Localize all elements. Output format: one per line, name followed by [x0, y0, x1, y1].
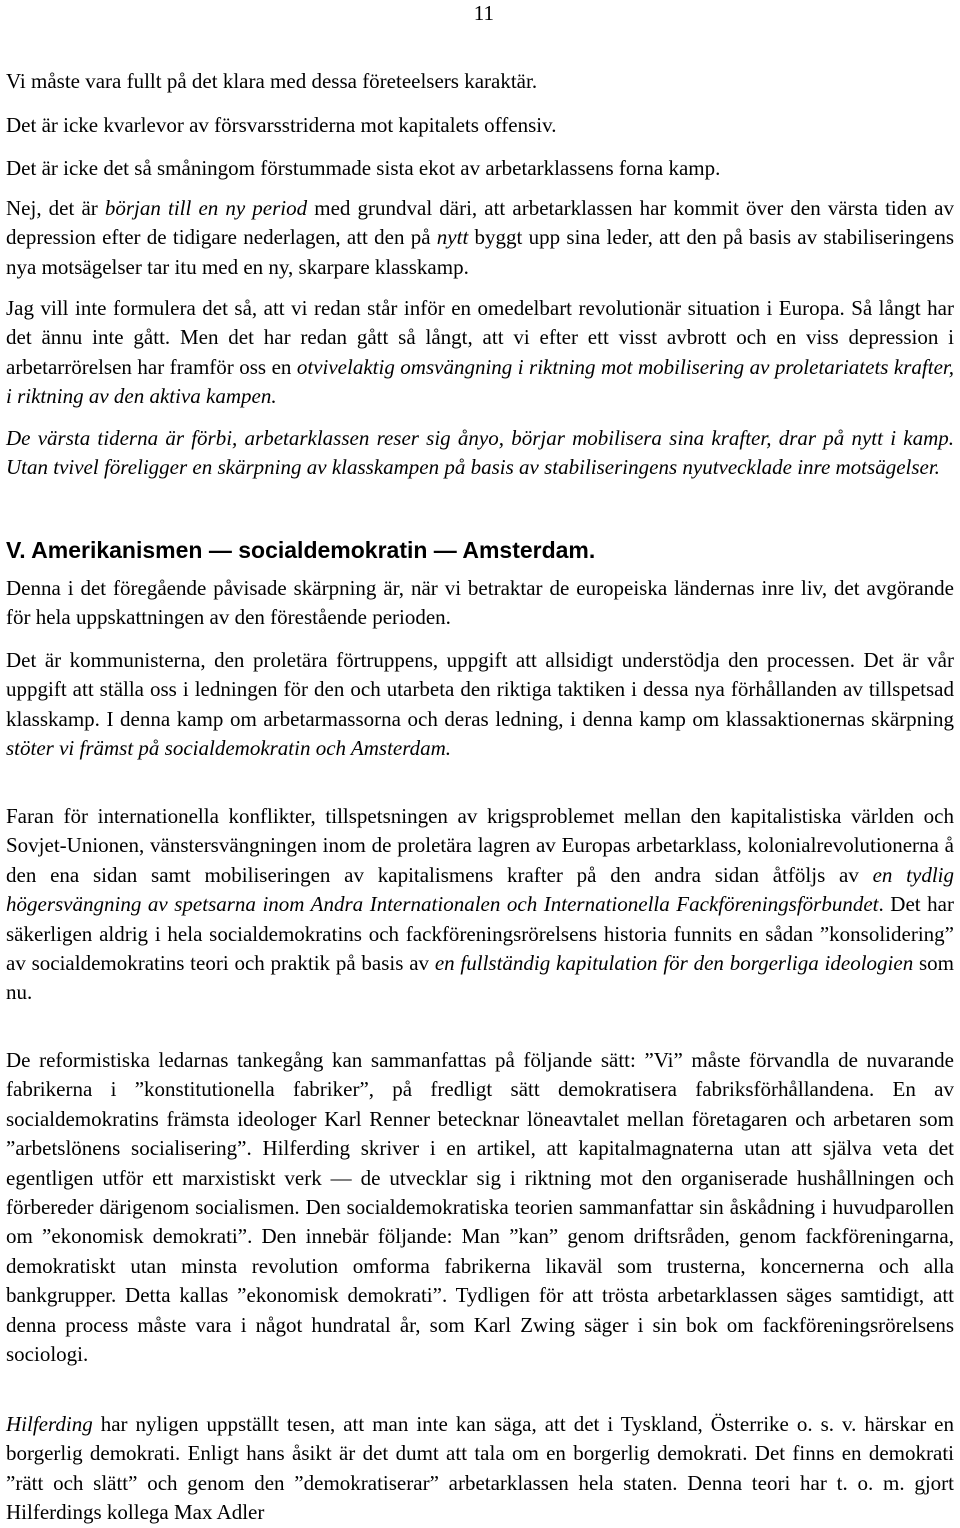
p6-text-c: . Det har säkerligen aldrig i hela socialdemokratins och fackföreningsrörelsens historia funnits en sådan ”konsolidering” av socialdemokratins teori och praktik på basis av	[6, 892, 954, 976]
p6-text-a: Faran för internationella konflikter, tillspetsningen av krigsproblemet mellan den kapitalistiska världen och Sovjet-Unionen, vänstersvängningen inom de proletära lagren av Europas arbetarklass, kolonialrevolutionerna å den ena sidan samt mobiliseringen av kapitalismens krafter på den andra sidan åtföljs av	[6, 804, 954, 887]
p5-text-a: Det är kommunisterna, den proletära förtruppens, uppgift att allsidigt understödja den processen. Det är vår uppgift att ställa oss i ledningen för den och utarbeta den riktiga taktiken i dessa nya förhållanden av tillspetsad klasskamp. I denna kamp om arbetarmassorna och deras ledning, i denna kamp om klassaktionernas skärpning	[6, 648, 954, 731]
p8-text-b: har nyligen uppställt tesen, att man inte kan säga, att det i Tyskland, Österrike o. s. v. härskar en borgerlig demokrati. Enligt hans åsikt är det dumt att tala om en borgerlig demokrati. Det finns en demokrati ”rätt och slätt” och genom den ”demokratiserar” arbetarklassen hela staten. Denna teori har t. o. m. gjort Hilferdings kollega Max Adler	[6, 1412, 954, 1525]
p6-text-e: som nu.	[6, 951, 954, 1005]
p6-emphasis-d: en fullständig kapitulation för den borgerliga ideologien	[434, 951, 914, 976]
p5-emphasis-b: stöter vi främst på socialdemokratin och Amsterdam.	[6, 736, 452, 761]
paragraph-3: De värsta tiderna är förbi, arbetarklassen reser sig ånyo, börjar mobilisera sina krafter, drar på nytt i kamp. Utan tvivel föreligger en skärpning av klasskampen på basis av stabiliseringens nyutvecklade inre motsägelser.	[6, 426, 954, 480]
section-heading: V. Amerikanismen — socialdemokratin — Amsterdam.	[6, 537, 596, 563]
p1-text-a: Nej, det är	[6, 196, 105, 220]
paragraph-1	[6, 194, 954, 282]
page-number: 11	[473, 1, 494, 25]
intro-line-3: Det är icke det så småningom förstummade sista ekot av arbetarklassens forna kamp.	[6, 156, 721, 180]
p1-text-c: med grundval däri, att arbetarklassen har kommit över den värsta tiden av depression efter de tidigare nederlagen, att den på	[6, 196, 954, 250]
p2-text-a: Jag vill inte formulera det så, att vi redan står inför en omedelbart revolutionär situation i Europa. Så långt har det ännu inte gått. Men det har redan gått så långt, att vi efter ett visst avbrott och en viss depression i arbetarrörelsen har framför oss en	[6, 296, 954, 379]
paragraph-6	[6, 802, 954, 1008]
paragraph-7: De reformistiska ledarnas tankegång kan sammanfattas på följande sätt: ”Vi” måste förvandla de nuvarande fabrikerna i ”konstitutionella fabriker”, på fredligt sätt demokratisera fabriksförhållandena. En av socialdemokratins främsta ideologer Karl Renner betecknar löneavtalet mellan företagaren och arbetaren som ”arbetslönens socialisering”. Hilferding skriver i en artikel, att kapitalmagnaterna utan att själva veta det egentligen utför ett marxistiskt verk — de utvecklar sig i riktning mot den organiserade hushållningen och förbereder därigenom socialismen. Den socialdemokratiska teorien sammanfattar sin åskådning i huvudparollen om ”ekonomisk demokrati”. Den innebär följande: Man ”kan” genom driftsråden, genom fackföreningarna, demokratiskt utan minsta revolution omforma fabrikerna likaväl som trusterna, koncernerna och alla bankgrupper. Detta kallas ”ekonomisk demokrati”. Tydligen för att trösta arbetarklassen säges samtidigt, att denna process måste vara i något hundratal år, som Karl Zwing säger i sin bok om fackföreningsrörelsens sociologi.	[6, 1048, 954, 1367]
p6-emphasis-b: en tydlig högersvängning av spetsarna inom Andra Internationalen och Internationella Fackföreningsförbundet	[6, 862, 954, 917]
p1-text-e: byggt upp sina leder, att den på basis av stabiliseringens nya motsägelser tar itu med en ny, skarpare klasskamp.	[6, 225, 955, 279]
paragraph-8	[6, 1410, 954, 1528]
intro-line-1: Vi måste vara fullt på det klara med dessa företeelsers karaktär.	[6, 69, 538, 93]
intro-line-2: Det är icke kvarlevor av försvarsstriderna mot kapitalets offensiv.	[6, 113, 557, 137]
p2-emphasis-b: otvivelaktig omsvängning i riktning mot mobilisering av proletariatets krafter, i riktning av den aktiva kampen.	[6, 354, 954, 409]
p8-emphasis-a: Hilferding	[6, 1412, 93, 1436]
paragraph-4: Denna i det föregående påvisade skärpning är, när vi betraktar de europeiska ländernas inre liv, det avgörande för hela uppskattningen av den förestående perioden.	[6, 576, 954, 630]
paragraph-2	[6, 294, 954, 412]
p1-emphasis-b: början till en ny period	[104, 196, 308, 220]
p1-emphasis-d: nytt	[436, 225, 469, 250]
paragraph-5	[6, 646, 954, 764]
